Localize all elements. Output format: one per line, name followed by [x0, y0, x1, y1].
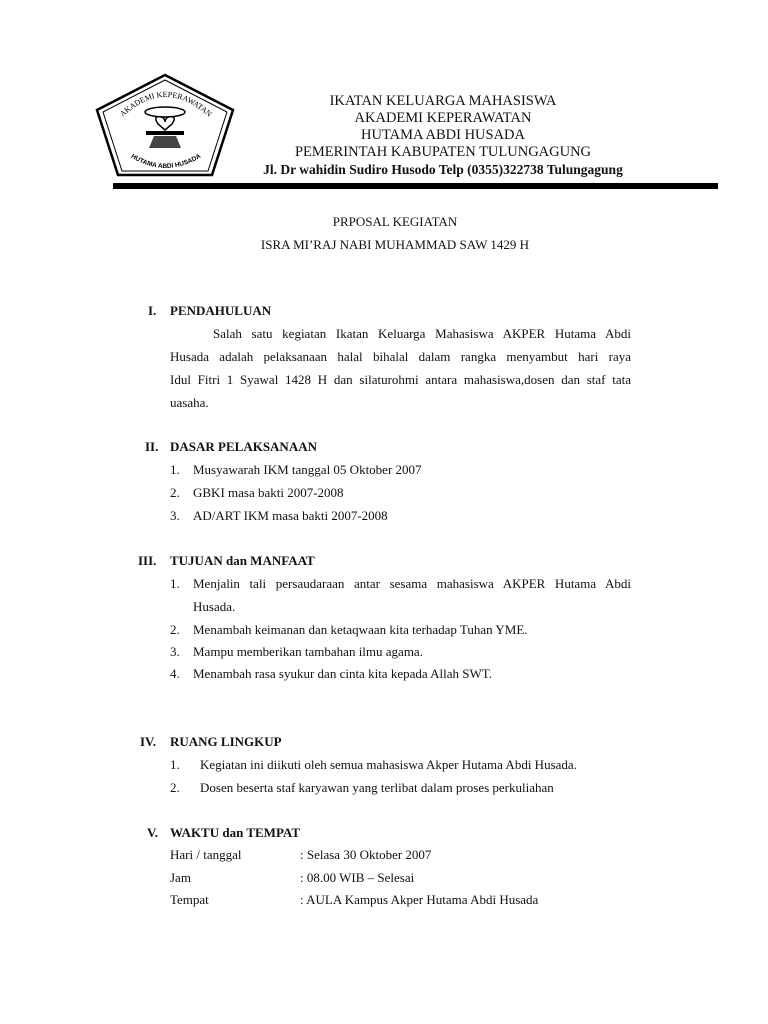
schedule-label: Tempat [170, 892, 209, 907]
section-number: I. [148, 303, 157, 318]
list-number: 1. [170, 757, 180, 772]
document-title: PRPOSAL KEGIATAN [332, 214, 458, 229]
section-number: V. [147, 825, 158, 840]
paragraph-line: uasaha. [170, 395, 209, 410]
section-heading: WAKTU dan TEMPAT [170, 825, 301, 840]
logo-top-text: AKADEMI KEPERAWATAN [118, 89, 214, 119]
section-heading: DASAR PELAKSANAAN [170, 439, 317, 454]
list-number: 3. [170, 644, 180, 659]
academy-logo [94, 72, 236, 178]
logo-bottom-text: HUTAMA ABDI HUSADA [129, 152, 203, 171]
list-item: Kegiatan ini diikuti oleh semua mahasiswa Akper Hutama Abdi Husada. [200, 757, 577, 772]
letterhead-address: Jl. Dr wahidin Sudiro Husodo Telp (0355)322738 Tulungagung [263, 162, 623, 177]
list-item: Dosen beserta staf karyawan yang terlibat dalam proses perkuliahan [200, 780, 554, 795]
letterhead-line: AKADEMI KEPERAWATAN [354, 110, 532, 126]
list-item: Musyawarah IKM tanggal 05 Oktober 2007 [193, 462, 422, 477]
list-item-continued: Husada. [193, 599, 236, 614]
document-subtitle: ISRA MI’RAJ NABI MUHAMMAD SAW 1429 H [260, 237, 530, 252]
section-heading: TUJUAN dan MANFAAT [170, 553, 315, 568]
paragraph-line: Husada adalah pelaksanaan halal bihalal dalam rangka menyambut hari raya [170, 349, 631, 364]
section-heading: RUANG LINGKUP [170, 734, 282, 749]
list-number: 2. [170, 485, 180, 500]
schedule-value: : 08.00 WIB – Selesai [300, 870, 415, 885]
letterhead-divider [113, 183, 718, 189]
list-number: 1. [170, 576, 180, 591]
list-number: 1. [170, 462, 180, 477]
section-heading: PENDAHULUAN [170, 303, 272, 318]
list-item: Mampu memberikan tambahan ilmu agama. [193, 644, 423, 659]
section-number: II. [145, 439, 159, 454]
schedule-value: : Selasa 30 Oktober 2007 [300, 847, 432, 862]
section-number: III. [138, 553, 157, 568]
section-number: IV. [140, 734, 157, 749]
paragraph-line: Idul Fitri 1 Syawal 1428 H dan silaturohmi antara mahasiswa,dosen dan staf tata [170, 372, 631, 387]
letterhead-line: HUTAMA ABDI HUSADA [361, 127, 525, 143]
list-item: Menjalin tali persaudaraan antar sesama mahasiswa AKPER Hutama Abdi [193, 576, 631, 591]
list-item: GBKI masa bakti 2007-2008 [193, 485, 344, 500]
list-number: 2. [170, 780, 180, 795]
list-number: 4. [170, 666, 180, 681]
list-item: Menambah rasa syukur dan cinta kita kepada Allah SWT. [193, 666, 493, 681]
schedule-label: Jam [170, 870, 191, 885]
letterhead-line: IKATAN KELUARGA MAHASISWA [329, 93, 557, 109]
letterhead-line: PEMERINTAH KABUPATEN TULUNGAGUNG [294, 144, 592, 160]
list-number: 2. [170, 622, 180, 637]
list-item: Menambah keimanan dan ketaqwaan kita terhadap Tuhan YME. [193, 622, 528, 637]
schedule-value: : AULA Kampus Akper Hutama Abdi Husada [300, 892, 539, 907]
paragraph-line: Salah satu kegiatan Ikatan Keluarga Mahasiswa AKPER Hutama Abdi [213, 326, 631, 341]
logo-outer-border [97, 75, 233, 175]
list-number: 3. [170, 508, 180, 523]
list-item: AD/ART IKM masa bakti 2007-2008 [193, 508, 388, 523]
lamp-emblem [145, 107, 185, 148]
schedule-label: Hari / tanggal [170, 847, 242, 862]
